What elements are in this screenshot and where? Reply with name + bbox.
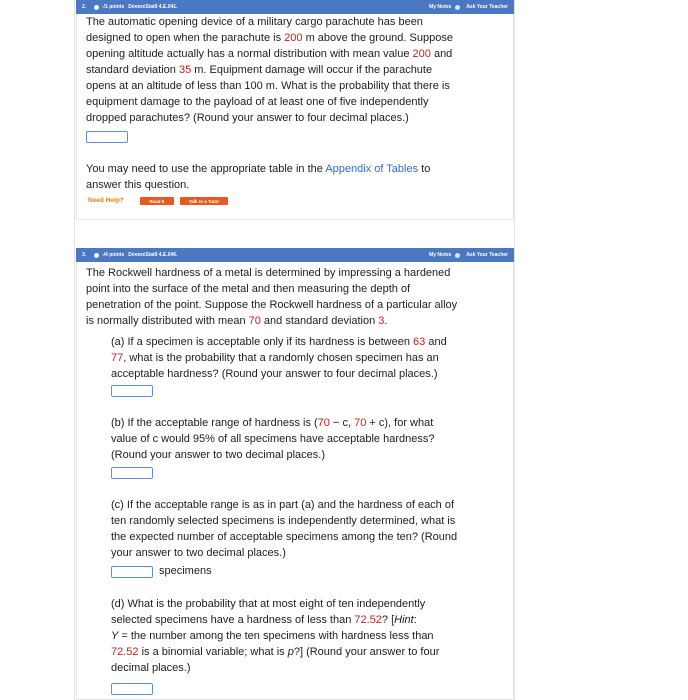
ask-teacher-link[interactable]: Ask Your Teacher: [466, 4, 508, 10]
question-2-header: [76, 0, 514, 14]
part-a-text: (a) If a specimen is acceptable only if its hardness is between 63 and 77, what is the probability that a randomly chosen specimen has an acceptable hardness? (Round your answer to four decimal places.): [111, 336, 447, 380]
q2-line: dropped parachutes? (Round your answer to four decimal places.): [86, 112, 409, 124]
q2-line: designed to open when the parachute is 200 m above the ground. Suppose: [86, 32, 453, 44]
q2-line: equipment damage to the payload of at least one of five independently: [86, 96, 429, 108]
ask-teacher-icon: [455, 253, 460, 258]
part-b-answer-input[interactable]: [111, 467, 153, 479]
part-a-answer-input[interactable]: [111, 385, 153, 397]
question-code: DevoreStat9 4.E.046.: [128, 252, 178, 258]
status-dot-icon: [94, 5, 99, 10]
need-help-label: Need Help?: [88, 197, 124, 204]
question-number: 2.: [82, 4, 87, 10]
part-b-text: (b) If the acceptable range of hardness is (70 − c, 70 + c), for what value of c would 95% of all specimens have acceptable hardness? (Round your answer to two decimal places.): [111, 417, 435, 461]
question-code: DevoreStat9 4.E.041.: [128, 4, 178, 10]
ask-teacher-icon: [455, 5, 460, 10]
q2-line: opens at an altitude of less than 100 m. What is the probability that there is: [86, 80, 450, 92]
status-dot-icon: [94, 253, 99, 258]
read-it-button[interactable]: Read It: [140, 197, 174, 205]
question-number: 3.: [82, 252, 87, 258]
question-points: -/4 points: [102, 252, 125, 258]
part-d-text: (d) What is the probability that at most eight of ten independently selected specimens have a hardness of less than 72.52? [Hint: Y = the number among the ten specimens with hardness less than 72.52 is a binomial variable; what is p?] (Round your answer to four decimal places.): [111, 598, 440, 674]
part-c-text: (c) If the acceptable range is as in part (a) and the hardness of each of ten randomly selected specimens is independently determined, what is the expected number of acceptable specimens among the ten? (Round your answer to two decimal places.): [111, 499, 458, 559]
q2-answer-input[interactable]: [86, 131, 128, 143]
question-3-intro: The Rockwell hardness of a metal is determined by impressing a hardened point into the surface of the metal and then measuring the depth of penetration of the point. Suppose the Rockwell hardness of a particular alloy is normally distributed with mean 70 and standard deviation 3.: [86, 267, 458, 327]
part-c-answer-input[interactable]: [111, 566, 153, 578]
question-2-text: [86, 14, 453, 126]
page-border-left: [74, 0, 75, 700]
question-3-header: [76, 248, 514, 262]
appendix-tables-link[interactable]: Appendix of Tables: [325, 163, 419, 175]
question-points: -/1 points: [102, 4, 125, 10]
page-border-right: [514, 0, 515, 700]
table-note: You may need to use the appropriate table in the Appendix of Tables to answer this question.: [86, 163, 431, 191]
q2-line: The automatic opening device of a military cargo parachute has been: [86, 16, 423, 28]
my-notes-link[interactable]: My Notes: [429, 252, 452, 258]
ask-teacher-link[interactable]: Ask Your Teacher: [466, 252, 508, 258]
talk-tutor-button[interactable]: Talk to a Tutor: [180, 197, 228, 205]
q2-line: standard deviation 35 m. Equipment damage will occur if the parachute: [86, 64, 433, 76]
q2-line: opening altitude actually has a normal distribution with mean value 200 and: [86, 48, 453, 60]
part-d-answer-input[interactable]: [111, 683, 153, 695]
my-notes-link[interactable]: My Notes: [429, 4, 452, 10]
part-c-unit-label: specimens: [159, 565, 212, 577]
